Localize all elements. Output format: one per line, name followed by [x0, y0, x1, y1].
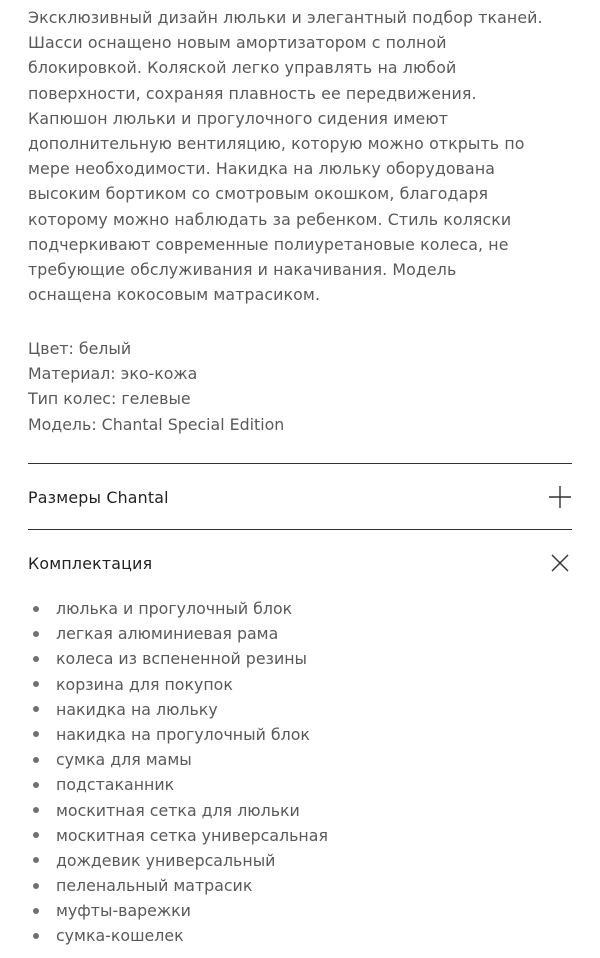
- kit-item-label: накидка на прогулочный блок: [56, 724, 310, 744]
- description-line: оснащена кокосовым матрасиком.: [28, 285, 321, 305]
- close-icon[interactable]: [548, 551, 572, 575]
- bullet-icon: [33, 908, 39, 914]
- list-item: [28, 621, 572, 646]
- bullet-icon: [33, 807, 39, 813]
- divider-middle: [28, 529, 572, 530]
- list-item: [28, 823, 572, 848]
- description-line: Капюшон люльки и прогулочного сидения имеют: [28, 108, 449, 128]
- bullet-icon: [33, 782, 39, 788]
- sizes-section-toggle[interactable]: [28, 477, 572, 517]
- kit-item-label: накидка на люльку: [56, 699, 218, 719]
- bullet-icon: [33, 606, 39, 612]
- description-line: поверхности, сохраняя плавность ее передвижения.: [28, 83, 477, 103]
- description-line: мере необходимости. Накидка на люльку оборудована: [28, 159, 496, 179]
- list-item: [28, 596, 572, 621]
- spec-color: Цвет: белый: [28, 339, 132, 358]
- description-line: дополнительную вентиляцию, которую можно открыть по: [28, 134, 525, 154]
- kit-item-label: пеленальный матрасик: [56, 876, 253, 896]
- bullet-icon: [33, 832, 39, 838]
- list-item: [28, 672, 572, 697]
- kit-item-label: дождевик универсальный: [56, 850, 276, 870]
- kit-item-label: корзина для покупок: [56, 674, 233, 694]
- list-item: [28, 772, 572, 797]
- list-item: [28, 898, 572, 923]
- description-line: Эксклюзивный дизайн люльки и элегантный подбор тканей.: [28, 8, 543, 27]
- kit-item-label: сумка для мамы: [56, 750, 192, 770]
- kit-item-label: легкая алюминиевая рама: [56, 624, 279, 644]
- list-item: [28, 646, 572, 671]
- spec-model: Модель: Chantal Special Edition: [28, 414, 285, 434]
- description-line: требующие обслуживания и накачивания. Модель: [28, 260, 457, 280]
- kit-item-label: муфты-варежки: [56, 901, 191, 921]
- spec-material: Материал: эко-кожа: [28, 364, 198, 384]
- kit-section-toggle[interactable]: [28, 543, 572, 583]
- sizes-section-title: Размеры Chantal: [28, 487, 169, 507]
- list-item: [28, 873, 572, 898]
- product-description: [28, 5, 588, 307]
- kit-item-label: подстаканник: [56, 775, 175, 795]
- bullet-icon: [33, 706, 39, 712]
- bullet-icon: [33, 731, 39, 737]
- product-specs: [28, 336, 572, 437]
- bullet-icon: [33, 681, 39, 687]
- list-item: [28, 848, 572, 873]
- description-line: Шасси оснащено новым амортизатором с полной: [28, 33, 447, 53]
- bullet-icon: [33, 631, 39, 637]
- list-item: [28, 798, 572, 823]
- kit-item-label: москитная сетка универсальная: [56, 825, 328, 845]
- spec-wheels: Тип колес: гелевые: [28, 389, 191, 409]
- bullet-icon: [33, 883, 39, 889]
- bullet-icon: [33, 857, 39, 863]
- divider-top: [28, 463, 572, 464]
- bullet-icon: [33, 933, 39, 939]
- description-line: которому можно наблюдать за ребенком. Стиль коляски: [28, 209, 512, 229]
- list-item: [28, 923, 572, 948]
- kit-item-label: сумка-кошелек: [56, 926, 184, 946]
- kit-section-title: Комплектация: [28, 553, 153, 573]
- description-line: блокировкой. Коляской легко управлять на любой: [28, 58, 457, 78]
- list-item: [28, 722, 572, 747]
- kit-item-label: москитная сетка для люльки: [56, 800, 300, 820]
- list-item: [28, 697, 572, 722]
- description-line: подчеркивают современные полиуретановые колеса, не: [28, 234, 509, 254]
- bullet-icon: [33, 656, 39, 662]
- kit-item-label: люлька и прогулочный блок: [56, 599, 293, 618]
- description-line: высоким бортиком со смотровым окошком, благодаря: [28, 184, 489, 204]
- bullet-icon: [33, 757, 39, 763]
- kit-item-label: колеса из вспененной резины: [56, 649, 308, 669]
- kit-list: [28, 596, 572, 949]
- list-item: [28, 747, 572, 772]
- plus-icon[interactable]: [548, 485, 572, 509]
